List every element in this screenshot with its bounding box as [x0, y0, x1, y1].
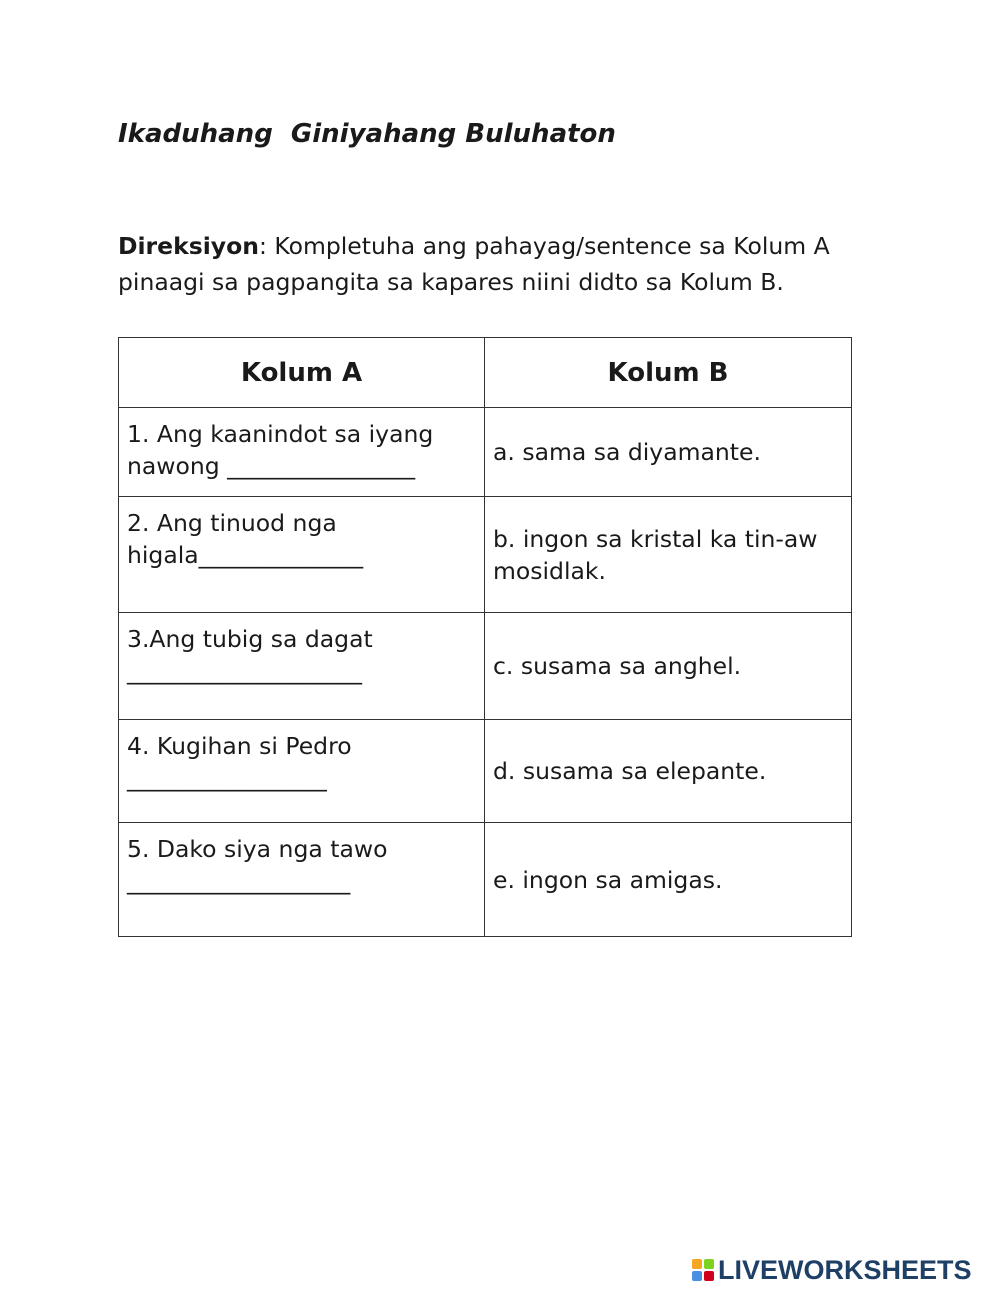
header-kolum-a: Kolum A — [119, 338, 485, 408]
table-row — [119, 823, 852, 937]
kolum-a-item: 3.Ang tubig sa dagat ____________________ — [127, 625, 373, 685]
table-row — [119, 720, 852, 823]
kolum-b-cell — [485, 720, 852, 823]
kolum-b-item: b. ingon sa kristal ka tin-aw mosidlak. — [493, 524, 818, 585]
table-header-row — [119, 338, 852, 408]
kolum-a-item: 2. Ang tinuod nga higala______________ — [127, 509, 364, 569]
matching-table — [118, 337, 852, 937]
header-kolum-b: Kolum B — [485, 338, 852, 408]
kolum-a-item: 4. Kugihan si Pedro _________________ — [127, 732, 352, 792]
kolum-b-item: e. ingon sa amigas. — [493, 865, 723, 894]
table-row — [119, 613, 852, 720]
table-row — [119, 497, 852, 613]
kolum-b-cell — [485, 408, 852, 497]
kolum-a-cell — [119, 408, 485, 497]
directions-label: Direksiyon — [118, 232, 259, 260]
kolum-b-item: c. susama sa anghel. — [493, 652, 742, 680]
kolum-a-item: 1. Ang kaanindot sa iyang nawong ________________ — [127, 420, 434, 480]
liveworksheets-logo-icon — [692, 1259, 714, 1281]
logo-square — [704, 1259, 714, 1269]
kolum-b-item: d. susama sa elepante. — [493, 757, 767, 785]
liveworksheets-logo — [692, 1255, 972, 1285]
worksheet-title: Ikaduhang Giniyahang Buluhaton — [118, 119, 616, 149]
kolum-a-item: 5. Dako siya nga tawo ___________________ — [127, 835, 388, 895]
directions-text: : Kompletuha ang pahayag/sentence sa Kolum A pinaagi sa pagpangita sa kapares niini didto sa Kolum B. — [118, 232, 830, 296]
kolum-a-cell — [119, 720, 485, 823]
logo-square — [692, 1271, 702, 1281]
logo-square — [704, 1271, 714, 1281]
kolum-b-cell — [485, 613, 852, 720]
kolum-b-cell — [485, 823, 852, 937]
kolum-b-cell — [485, 497, 852, 613]
kolum-a-cell — [119, 497, 485, 613]
logo-text: LIVEWORKSHEETS — [718, 1254, 972, 1285]
kolum-b-item: a. sama sa diyamante. — [493, 438, 761, 466]
kolum-a-cell — [119, 613, 485, 720]
kolum-a-cell — [119, 823, 485, 937]
table-row — [119, 408, 852, 497]
directions-paragraph — [118, 228, 908, 300]
logo-square — [692, 1259, 702, 1269]
